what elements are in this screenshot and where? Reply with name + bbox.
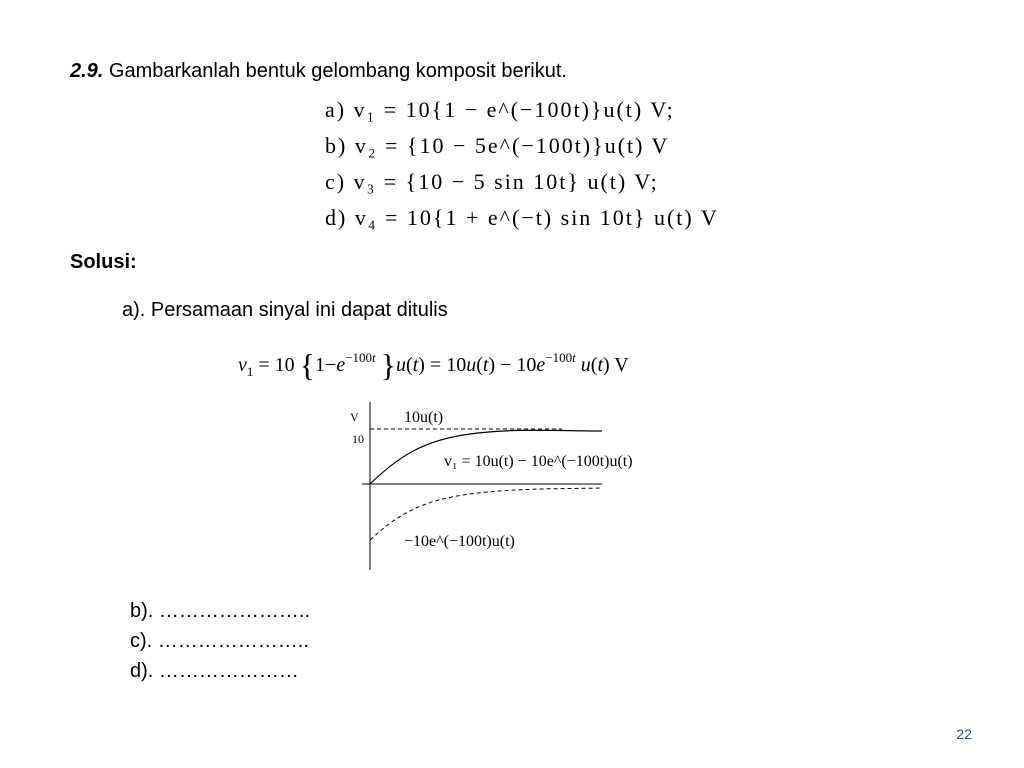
blank-c: c). ………………….. bbox=[130, 630, 309, 652]
y-unit-label: V bbox=[350, 410, 359, 424]
svg-text:v1 = 10 {1−e−100t: $v_1$ = 10 {$1-e^{-100}t$ }$u(t) = 10u(t) - 10e^{-100}t$ u(t) V bbox=[238, 347, 629, 383]
equation-c: c) v₃ = {10 − 5 sin 10t} u(t) V; bbox=[325, 169, 659, 194]
y-tick-label: 10 bbox=[352, 432, 364, 446]
problem-text: Gambarkanlah bentuk gelombang komposit berikut. bbox=[108, 60, 567, 82]
v1-label: v₁ = 10u(t) − 10e^(−100t)u(t) bbox=[444, 453, 633, 470]
problem-statement bbox=[70, 60, 567, 83]
equation-b: b) v₂ = {10 − 5e^(−100t)}u(t) V bbox=[325, 133, 670, 158]
solution-heading: Solusi: bbox=[70, 251, 137, 273]
negative-exp-label: −10e^(−100t)u(t) bbox=[404, 533, 515, 550]
problem-number: 2.9. bbox=[70, 60, 104, 82]
step-label: 10u(t) bbox=[404, 409, 444, 426]
part-a-label: a). Persamaan sinyal ini dapat ditulis bbox=[122, 299, 448, 321]
page-number: 22 bbox=[956, 726, 972, 742]
waveform-svg bbox=[340, 400, 640, 575]
blank-d: d). ………………… bbox=[130, 660, 299, 682]
waveform-figure bbox=[340, 400, 640, 580]
equation-list bbox=[325, 92, 719, 236]
blank-b: b). ………………….. bbox=[130, 600, 311, 622]
part-a-equation-render bbox=[238, 345, 738, 385]
part-a-equation bbox=[238, 345, 738, 391]
equation-a: a) v₁ = 10{1 − e^(−100t)}u(t) V; bbox=[325, 97, 675, 122]
equation-d: d) v₄ = 10{1 + e^(−t) sin 10t} u(t) V bbox=[325, 205, 719, 230]
